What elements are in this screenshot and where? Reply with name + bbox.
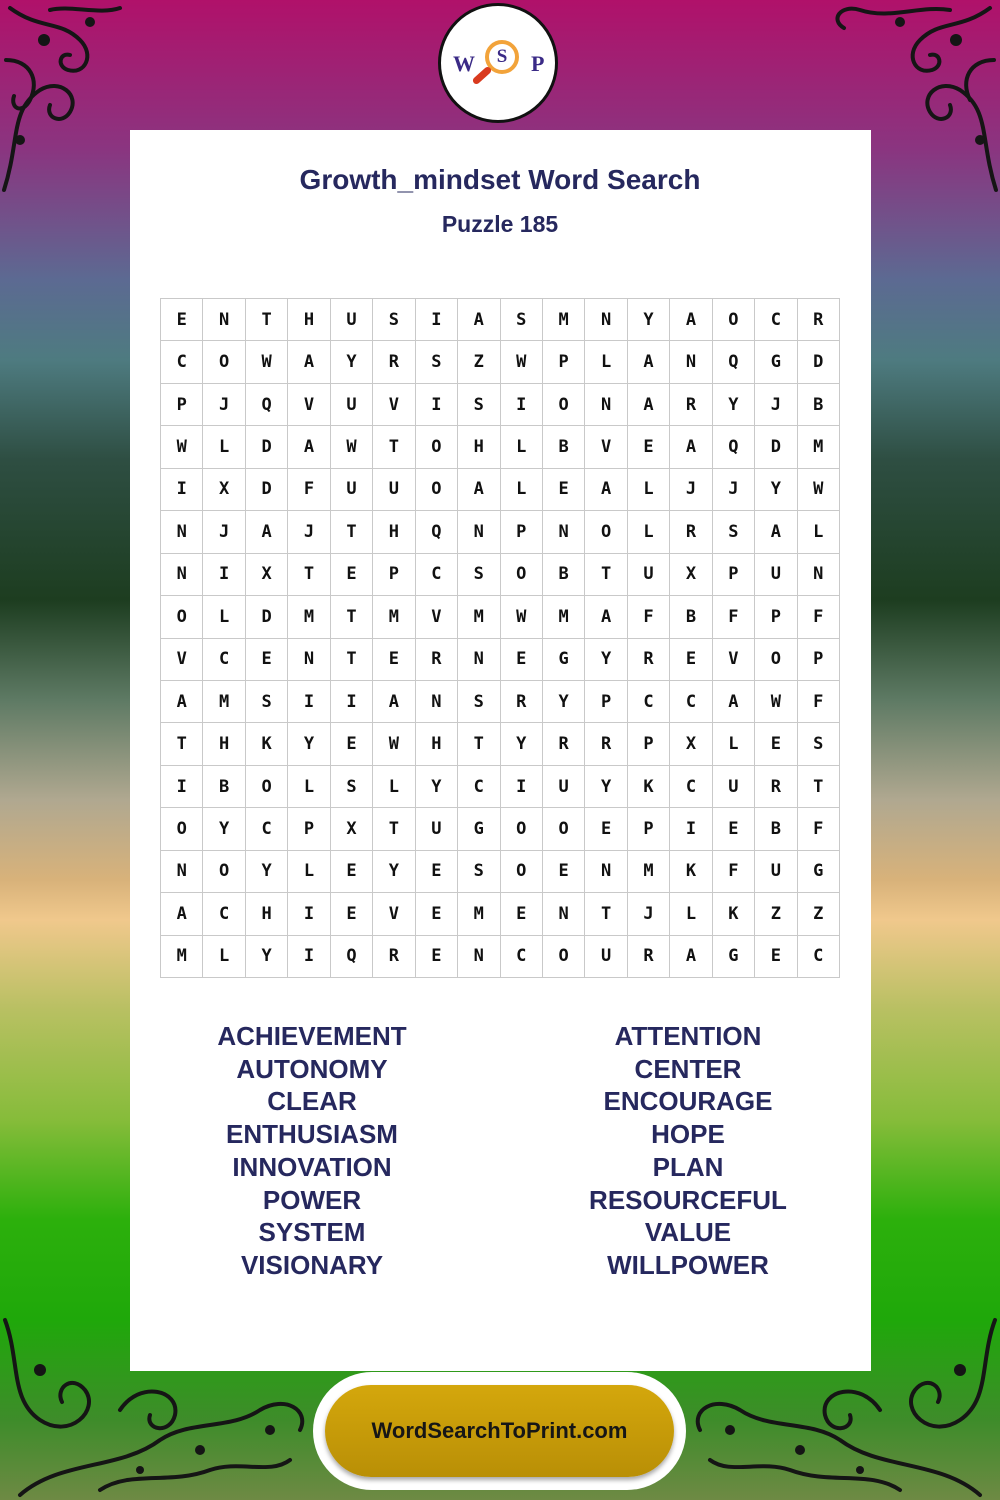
grid-cell[interactable]: N <box>458 511 500 553</box>
grid-cell[interactable]: R <box>755 766 797 808</box>
grid-cell[interactable]: T <box>585 893 627 935</box>
grid-cell[interactable]: I <box>161 766 203 808</box>
grid-cell[interactable]: Y <box>331 341 373 383</box>
word-list-item: ENTHUSIASM <box>226 1119 398 1150</box>
grid-cell[interactable]: S <box>713 511 755 553</box>
grid-cell[interactable]: E <box>755 723 797 765</box>
grid-cell[interactable]: E <box>628 426 670 468</box>
grid-cell[interactable]: U <box>755 851 797 893</box>
grid-cell[interactable]: O <box>543 384 585 426</box>
grid-cell[interactable]: L <box>288 766 330 808</box>
grid-cell[interactable]: Q <box>416 511 458 553</box>
grid-cell[interactable]: C <box>501 936 543 978</box>
grid-cell[interactable]: V <box>373 384 415 426</box>
grid-cell[interactable]: P <box>755 596 797 638</box>
grid-cell[interactable]: J <box>628 893 670 935</box>
grid-cell[interactable]: O <box>161 808 203 850</box>
grid-cell[interactable]: C <box>798 936 840 978</box>
grid-cell[interactable]: Q <box>246 384 288 426</box>
grid-cell[interactable]: A <box>246 511 288 553</box>
grid-cell[interactable]: P <box>798 639 840 681</box>
grid-cell[interactable]: O <box>161 596 203 638</box>
grid-cell[interactable]: S <box>416 341 458 383</box>
grid-cell[interactable]: P <box>373 554 415 596</box>
grid-cell[interactable]: T <box>161 723 203 765</box>
grid-cell[interactable]: U <box>416 808 458 850</box>
grid-cell[interactable]: A <box>755 511 797 553</box>
grid-cell[interactable]: X <box>203 469 245 511</box>
grid-cell[interactable]: N <box>543 511 585 553</box>
grid-cell[interactable]: S <box>798 723 840 765</box>
grid-cell[interactable]: V <box>161 639 203 681</box>
grid-cell[interactable]: N <box>288 639 330 681</box>
grid-cell[interactable]: B <box>543 554 585 596</box>
grid-cell[interactable]: N <box>458 639 500 681</box>
word-list-item: VISIONARY <box>240 1249 384 1280</box>
grid-cell[interactable]: E <box>713 808 755 850</box>
grid-cell[interactable]: O <box>755 639 797 681</box>
grid-cell[interactable]: A <box>670 426 712 468</box>
grid-cell[interactable]: Z <box>755 893 797 935</box>
grid-cell[interactable]: F <box>798 596 840 638</box>
grid-cell[interactable]: M <box>798 426 840 468</box>
grid-cell[interactable]: Y <box>713 384 755 426</box>
grid-cell[interactable]: F <box>713 851 755 893</box>
grid-cell[interactable]: R <box>798 299 840 341</box>
grid-cell[interactable]: A <box>458 469 500 511</box>
grid-cell[interactable]: R <box>670 511 712 553</box>
grid-cell[interactable]: M <box>373 596 415 638</box>
grid-cell[interactable]: Y <box>501 723 543 765</box>
grid-cell[interactable]: I <box>416 299 458 341</box>
grid-cell[interactable]: Y <box>628 299 670 341</box>
grid-cell[interactable]: J <box>713 469 755 511</box>
grid-cell[interactable]: J <box>203 511 245 553</box>
grid-cell[interactable]: T <box>331 596 373 638</box>
grid-cell[interactable]: I <box>161 469 203 511</box>
grid-cell[interactable]: A <box>373 681 415 723</box>
grid-cell[interactable]: T <box>331 639 373 681</box>
logo-letter-w: W <box>453 51 475 76</box>
grid-cell[interactable]: B <box>755 808 797 850</box>
grid-cell[interactable]: S <box>458 384 500 426</box>
grid-cell[interactable]: J <box>203 384 245 426</box>
grid-cell[interactable]: Y <box>246 851 288 893</box>
grid-cell[interactable]: A <box>585 596 627 638</box>
grid-cell[interactable]: P <box>585 681 627 723</box>
word-list-item: CENTER <box>634 1053 742 1084</box>
grid-cell[interactable]: G <box>543 639 585 681</box>
grid-cell[interactable]: C <box>755 299 797 341</box>
grid-cell[interactable]: S <box>246 681 288 723</box>
word-list-item: ATTENTION <box>614 1021 762 1051</box>
word-list-left <box>147 1020 477 1282</box>
grid-cell[interactable]: E <box>755 936 797 978</box>
grid-cell[interactable]: M <box>458 893 500 935</box>
grid-cell[interactable]: X <box>331 808 373 850</box>
grid-cell[interactable]: H <box>416 723 458 765</box>
grid-cell[interactable]: D <box>798 341 840 383</box>
grid-cell[interactable]: X <box>246 554 288 596</box>
grid-cell[interactable]: J <box>670 469 712 511</box>
grid-cell[interactable]: N <box>203 299 245 341</box>
grid-cell[interactable]: J <box>755 384 797 426</box>
grid-cell[interactable]: S <box>458 851 500 893</box>
grid-cell[interactable]: M <box>161 936 203 978</box>
grid-cell[interactable]: C <box>670 681 712 723</box>
grid-cell[interactable]: J <box>288 511 330 553</box>
grid-cell[interactable]: P <box>288 808 330 850</box>
grid-cell[interactable]: U <box>373 469 415 511</box>
grid-cell[interactable]: V <box>288 384 330 426</box>
grid-cell[interactable]: I <box>288 681 330 723</box>
grid-cell[interactable]: P <box>628 808 670 850</box>
grid-cell[interactable]: R <box>585 723 627 765</box>
grid-cell[interactable]: D <box>246 469 288 511</box>
grid-cell[interactable]: H <box>373 511 415 553</box>
grid-cell[interactable]: T <box>373 426 415 468</box>
grid-cell[interactable]: N <box>161 851 203 893</box>
grid-cell[interactable]: Y <box>543 681 585 723</box>
grid-cell[interactable]: U <box>628 554 670 596</box>
grid-cell[interactable]: Q <box>331 936 373 978</box>
grid-cell[interactable]: H <box>203 723 245 765</box>
grid-cell[interactable]: A <box>713 681 755 723</box>
grid-cell[interactable]: L <box>203 426 245 468</box>
grid-cell[interactable]: T <box>331 511 373 553</box>
grid-cell[interactable]: B <box>203 766 245 808</box>
grid-cell[interactable]: I <box>501 766 543 808</box>
grid-cell[interactable]: K <box>713 893 755 935</box>
grid-cell[interactable]: C <box>203 639 245 681</box>
grid-cell[interactable]: T <box>373 808 415 850</box>
grid-cell[interactable]: X <box>670 723 712 765</box>
grid-cell[interactable]: O <box>585 511 627 553</box>
grid-cell[interactable]: E <box>501 639 543 681</box>
grid-cell[interactable]: K <box>246 723 288 765</box>
grid-cell[interactable]: F <box>713 596 755 638</box>
grid-cell[interactable]: Z <box>458 341 500 383</box>
grid-cell[interactable]: W <box>161 426 203 468</box>
grid-cell[interactable]: L <box>288 851 330 893</box>
grid-cell[interactable]: Q <box>713 341 755 383</box>
grid-cell[interactable]: N <box>798 554 840 596</box>
grid-cell[interactable]: T <box>458 723 500 765</box>
grid-cell[interactable]: Y <box>585 639 627 681</box>
grid-cell[interactable]: H <box>246 893 288 935</box>
grid-cell[interactable]: Y <box>755 469 797 511</box>
grid-cell[interactable]: T <box>585 554 627 596</box>
grid-cell[interactable]: E <box>331 723 373 765</box>
word-list-item: SYSTEM <box>258 1217 366 1248</box>
grid-cell[interactable]: Y <box>246 936 288 978</box>
grid-cell[interactable]: L <box>203 936 245 978</box>
grid-cell[interactable]: A <box>288 426 330 468</box>
grid-cell[interactable]: V <box>713 639 755 681</box>
grid-cell[interactable]: N <box>585 299 627 341</box>
word-list-item: POWER <box>262 1184 362 1215</box>
grid-cell[interactable]: F <box>798 808 840 850</box>
grid-cell[interactable]: I <box>416 384 458 426</box>
grid-cell[interactable]: R <box>628 639 670 681</box>
word-list-item: HOPE <box>651 1119 725 1150</box>
grid-cell[interactable]: E <box>331 554 373 596</box>
grid-cell[interactable]: B <box>798 384 840 426</box>
grid-cell[interactable]: V <box>416 596 458 638</box>
grid-cell[interactable]: K <box>628 766 670 808</box>
grid-cell[interactable]: A <box>628 384 670 426</box>
word-list-item: AUTONOMY <box>236 1053 388 1084</box>
grid-cell[interactable]: D <box>755 426 797 468</box>
grid-cell[interactable]: G <box>458 808 500 850</box>
grid-cell[interactable]: I <box>288 936 330 978</box>
grid-cell[interactable]: E <box>331 893 373 935</box>
grid-cell[interactable]: H <box>288 299 330 341</box>
grid-cell[interactable]: B <box>543 426 585 468</box>
grid-cell[interactable]: Z <box>798 893 840 935</box>
grid-cell[interactable]: S <box>458 554 500 596</box>
grid-cell[interactable]: F <box>288 469 330 511</box>
grid-cell[interactable]: O <box>501 808 543 850</box>
grid-cell[interactable]: M <box>288 596 330 638</box>
grid-cell[interactable]: G <box>713 936 755 978</box>
grid-cell[interactable]: P <box>543 341 585 383</box>
grid-cell[interactable]: R <box>373 341 415 383</box>
grid-cell[interactable]: W <box>755 681 797 723</box>
word-list-item: WILLPOWER <box>607 1249 769 1280</box>
grid-cell[interactable]: R <box>416 639 458 681</box>
grid-cell[interactable]: G <box>755 341 797 383</box>
grid-cell[interactable]: A <box>585 469 627 511</box>
grid-cell[interactable]: N <box>458 936 500 978</box>
grid-cell[interactable]: K <box>670 851 712 893</box>
word-list-item: ENCOURAGE <box>603 1086 773 1117</box>
grid-cell[interactable]: L <box>628 469 670 511</box>
grid-cell[interactable]: I <box>670 808 712 850</box>
grid-cell[interactable]: O <box>203 851 245 893</box>
grid-cell[interactable]: C <box>246 808 288 850</box>
website-label: WordSearchToPrint.com <box>371 1418 628 1443</box>
grid-cell[interactable]: U <box>755 554 797 596</box>
grid-cell[interactable]: V <box>373 893 415 935</box>
grid-cell[interactable]: H <box>458 426 500 468</box>
grid-cell[interactable]: F <box>628 596 670 638</box>
grid-cell[interactable]: F <box>798 681 840 723</box>
grid-cell[interactable]: W <box>246 341 288 383</box>
grid-cell[interactable]: B <box>670 596 712 638</box>
grid-cell[interactable]: I <box>288 893 330 935</box>
grid-cell[interactable]: M <box>543 596 585 638</box>
grid-cell[interactable]: M <box>628 851 670 893</box>
grid-cell[interactable]: C <box>416 554 458 596</box>
grid-cell[interactable]: T <box>288 554 330 596</box>
grid-cell[interactable]: G <box>798 851 840 893</box>
wsp-logo <box>438 3 558 123</box>
grid-cell[interactable]: R <box>543 723 585 765</box>
grid-cell[interactable]: W <box>501 341 543 383</box>
grid-cell[interactable]: L <box>670 893 712 935</box>
word-list-item: RESOURCEFUL <box>589 1184 787 1215</box>
grid-cell[interactable]: A <box>670 299 712 341</box>
website-button[interactable] <box>325 1385 674 1477</box>
grid-cell[interactable]: L <box>501 469 543 511</box>
word-list-right <box>523 1020 853 1282</box>
grid-cell[interactable]: N <box>161 554 203 596</box>
grid-cell[interactable]: A <box>161 893 203 935</box>
logo-letter-p: P <box>531 51 545 76</box>
grid-cell[interactable]: C <box>628 681 670 723</box>
word-list-item: VALUE <box>644 1217 732 1248</box>
grid-cell[interactable]: E <box>670 639 712 681</box>
puzzle-title: Growth_mindset Word Search <box>299 164 701 195</box>
footer-badge <box>313 1372 686 1490</box>
word-list-item: INNOVATION <box>232 1151 392 1182</box>
grid-cell[interactable]: E <box>416 851 458 893</box>
grid-cell[interactable]: E <box>585 808 627 850</box>
grid-cell[interactable]: C <box>670 766 712 808</box>
grid-cell[interactable]: E <box>161 299 203 341</box>
word-list-item: PLAN <box>652 1151 724 1182</box>
grid-cell[interactable]: O <box>543 936 585 978</box>
grid-cell[interactable]: A <box>288 341 330 383</box>
grid-cell[interactable]: U <box>543 766 585 808</box>
grid-cell[interactable]: S <box>501 299 543 341</box>
grid-cell[interactable]: W <box>331 426 373 468</box>
grid-cell[interactable]: O <box>246 766 288 808</box>
grid-cell[interactable]: Y <box>416 766 458 808</box>
grid-cell[interactable]: U <box>331 299 373 341</box>
grid-cell[interactable]: C <box>458 766 500 808</box>
grid-cell[interactable]: R <box>373 936 415 978</box>
grid-cell[interactable]: S <box>458 681 500 723</box>
grid-cell[interactable]: O <box>501 554 543 596</box>
grid-cell[interactable]: N <box>543 893 585 935</box>
grid-cell[interactable]: W <box>501 596 543 638</box>
grid-cell[interactable]: N <box>161 511 203 553</box>
grid-cell[interactable]: E <box>416 893 458 935</box>
puzzle-number: Puzzle 185 <box>441 211 559 237</box>
grid-cell[interactable]: E <box>331 851 373 893</box>
word-list-item: CLEAR <box>267 1086 357 1117</box>
grid-cell[interactable]: R <box>670 384 712 426</box>
grid-cell[interactable]: O <box>543 808 585 850</box>
logo-letter-s: S <box>496 46 508 67</box>
grid-cell[interactable]: L <box>501 426 543 468</box>
grid-cell[interactable]: I <box>501 384 543 426</box>
grid-cell[interactable]: I <box>203 554 245 596</box>
grid-cell[interactable]: Y <box>288 723 330 765</box>
grid-cell[interactable]: Y <box>585 766 627 808</box>
grid-cell[interactable]: E <box>501 893 543 935</box>
grid-cell[interactable]: N <box>416 681 458 723</box>
grid-cell[interactable]: Y <box>203 808 245 850</box>
grid-cell[interactable]: S <box>331 766 373 808</box>
grid-cell[interactable]: I <box>331 681 373 723</box>
grid-cell[interactable]: E <box>543 469 585 511</box>
grid-cell[interactable]: O <box>501 851 543 893</box>
grid-cell[interactable]: L <box>798 511 840 553</box>
grid-cell[interactable]: O <box>416 469 458 511</box>
grid-cell[interactable]: L <box>585 341 627 383</box>
grid-cell[interactable]: O <box>203 341 245 383</box>
grid-cell[interactable]: A <box>628 341 670 383</box>
grid-cell[interactable]: V <box>585 426 627 468</box>
grid-cell[interactable]: Y <box>373 851 415 893</box>
grid-cell[interactable]: A <box>458 299 500 341</box>
letter-grid[interactable] <box>160 298 840 978</box>
grid-cell[interactable]: M <box>458 596 500 638</box>
grid-cell[interactable]: P <box>628 723 670 765</box>
grid-cell[interactable]: N <box>585 384 627 426</box>
grid-cell[interactable]: E <box>246 639 288 681</box>
grid-cell[interactable]: E <box>543 851 585 893</box>
grid-cell[interactable]: A <box>670 936 712 978</box>
grid-cell[interactable]: C <box>203 893 245 935</box>
grid-cell[interactable]: A <box>161 681 203 723</box>
grid-cell[interactable]: X <box>670 554 712 596</box>
grid-cell[interactable]: L <box>203 596 245 638</box>
grid-cell[interactable]: O <box>416 426 458 468</box>
grid-cell[interactable]: C <box>161 341 203 383</box>
grid-cell[interactable]: E <box>416 936 458 978</box>
grid-cell[interactable]: N <box>670 341 712 383</box>
grid-cell[interactable]: R <box>501 681 543 723</box>
grid-cell[interactable]: O <box>713 299 755 341</box>
grid-cell[interactable]: D <box>246 426 288 468</box>
grid-cell[interactable]: P <box>713 554 755 596</box>
grid-cell[interactable]: L <box>713 723 755 765</box>
grid-cell[interactable]: P <box>501 511 543 553</box>
grid-cell[interactable]: R <box>628 936 670 978</box>
grid-cell[interactable]: U <box>331 469 373 511</box>
grid-cell[interactable]: T <box>246 299 288 341</box>
grid-cell[interactable]: T <box>798 766 840 808</box>
grid-cell[interactable]: N <box>585 851 627 893</box>
grid-cell[interactable]: U <box>585 936 627 978</box>
grid-cell[interactable]: Q <box>713 426 755 468</box>
grid-cell[interactable]: P <box>161 384 203 426</box>
grid-cell[interactable]: U <box>713 766 755 808</box>
grid-cell[interactable]: U <box>331 384 373 426</box>
word-list-item: ACHIEVEMENT <box>217 1021 407 1051</box>
grid-cell[interactable]: W <box>373 723 415 765</box>
grid-cell[interactable]: D <box>246 596 288 638</box>
grid-cell[interactable]: E <box>373 639 415 681</box>
grid-cell[interactable]: S <box>373 299 415 341</box>
grid-cell[interactable]: M <box>203 681 245 723</box>
grid-cell[interactable]: W <box>798 469 840 511</box>
grid-cell[interactable]: L <box>628 511 670 553</box>
grid-cell[interactable]: M <box>543 299 585 341</box>
grid-cell[interactable]: L <box>373 766 415 808</box>
